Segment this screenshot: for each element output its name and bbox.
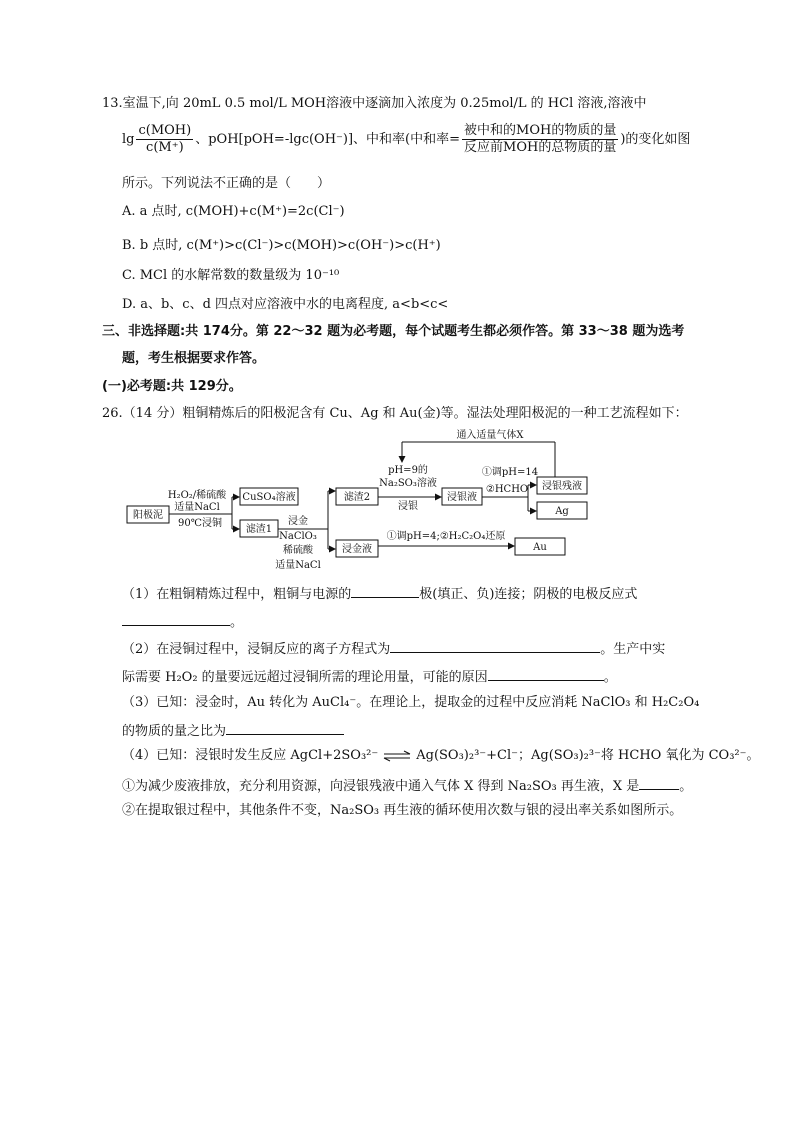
section3-heading-line2: 题，考生根据要求作答。 <box>122 351 266 366</box>
part1-text-c: 。 <box>230 615 244 630</box>
nacl-amount-label: 适量NaCl <box>275 560 321 571</box>
neutralization-denominator: 反应前MOH的总物质的量 <box>464 140 617 155</box>
part4-text-c: ①为减少废液排放，充分利用资源，向浸银残液中通入气体 X 得到 Na₂SO₃ 再生液，X 是 <box>122 779 640 794</box>
neutralization-numerator: 被中和的MOH的物质的量 <box>464 123 617 138</box>
q13-option-a: A. a 点时, c(MOH)+c(M⁺)=2c(Cl⁻) <box>122 204 345 219</box>
part1-text-b: 极(填正、负)连接；阴极的电极反应式 <box>419 587 638 602</box>
answer-blank-ratio[interactable] <box>226 720 344 735</box>
q26-part1-line2 <box>122 611 243 632</box>
part2-text-d: 。 <box>603 670 617 685</box>
ratio-numerator: c(MOH) <box>138 123 192 138</box>
hcho-label: ②HCHO <box>485 484 529 495</box>
answer-blank-reason[interactable] <box>488 666 604 681</box>
gold-liquor-label: 浸金液 <box>342 544 372 555</box>
dilute-h2so4-label: 稀硫酸 <box>283 545 313 556</box>
process-flow-diagram <box>0 425 794 585</box>
part3-text-b: 的物质的量之比为 <box>122 724 227 739</box>
anode-mud-label: 阳极泥 <box>133 510 163 521</box>
q13-stem-line2 <box>122 123 690 156</box>
section3-subheading: (一)必考题:共 129分。 <box>102 379 242 394</box>
answer-blank-electrode[interactable] <box>351 583 419 598</box>
answer-blank-ionic-equation[interactable] <box>390 638 600 653</box>
ratio-fraction <box>136 123 193 156</box>
ratio-denominator: c(M⁺) <box>146 140 184 155</box>
silver-leach-step-label: 浸银 <box>398 501 418 512</box>
q26-part3-line2 <box>122 720 344 741</box>
part1-text-a: （1）在粗铜精炼过程中，粗铜与电源的 <box>122 587 352 602</box>
adjust-ph14-label: ①调pH=14 <box>481 467 539 478</box>
copper-leach-step-label: 90℃浸铜 <box>178 518 222 529</box>
silver-liquor-label: 浸银液 <box>447 492 477 503</box>
q26-part2-line2 <box>122 666 617 687</box>
residue2-label: 滤渣2 <box>343 492 371 503</box>
section3-heading-line1: 三、非选择题:共 174分。第 22～32 题为必考题，每个试题考生都必须作答。第 33～38 题为选考 <box>102 324 685 339</box>
q13-stem-line1: 13.室温下,向 20mL 0.5 mol/L MOH溶液中逐滴加入浓度为 0.25mol/L 的 HCl 溶液,溶液中 <box>102 96 647 111</box>
gold-reduction-step-label: ①调pH=4;②H₂C₂O₄还原 <box>386 531 506 542</box>
equilibrium-arrow-icon <box>382 750 412 762</box>
lg-label: lg <box>122 131 135 147</box>
gas-x-label: 通入适量气体X <box>456 430 524 441</box>
stem-tail: )的变化如图 <box>620 131 691 147</box>
poh-definition: 、pOH[pOH=-lgc(OH⁻)]、中和率(中和率= <box>195 131 461 147</box>
q26-stem: 26.（14 分）粗铜精炼后的阳极泥含有 Cu、Ag 和 Au(金)等。湿法处理阳极泥的一种工艺流程如下： <box>102 406 688 421</box>
naclo3-label: NaClO₃ <box>279 531 317 542</box>
answer-blank-cathode-equation[interactable] <box>122 611 230 626</box>
na2so3-solution-label: Na₂SO₃溶液 <box>379 478 437 489</box>
q13-option-d: D. a、b、c、d 四点对应溶液中水的电离程度, a<b<c< <box>122 297 449 312</box>
q13-stem-line3: 所示。下列说法不正确的是（ ） <box>122 176 331 191</box>
reagent-nacl-label: 适量NaCl <box>174 502 220 513</box>
silver-residue-liquor-label: 浸银残液 <box>542 481 582 492</box>
q26-part2-line1 <box>122 638 665 659</box>
reagent-h2o2-label: H₂O₂/稀硫酸 <box>167 490 227 501</box>
neutralization-fraction <box>462 123 618 156</box>
q26-part4-line3: ②在提取银过程中，其他条件不变，Na₂SO₃ 再生液的循环使用次数与银的浸出率关系如图所示。 <box>122 803 683 818</box>
answer-blank-gas-x[interactable] <box>639 775 679 790</box>
part4-text-b: Ag(SO₃)₂³⁻+Cl⁻；Ag(SO₃)₂³⁻将 HCHO 氧化为 CO₃²⁻。 <box>416 748 760 763</box>
q26-part4-line1 <box>122 747 759 765</box>
q26-part1-line1 <box>122 583 637 604</box>
au-product-label: Au <box>533 542 547 553</box>
q26-part4-line2 <box>122 775 692 796</box>
q13-option-b: B. b 点时, c(M⁺)>c(Cl⁻)>c(MOH)>c(OH⁻)>c(H⁺) <box>122 238 441 253</box>
part2-text-c: 际需要 H₂O₂ 的量要远远超过浸铜所需的理论用量，可能的原因 <box>122 670 488 685</box>
ph9-label: pH=9的 <box>388 465 428 476</box>
residue1-label: 滤渣1 <box>245 524 273 535</box>
gold-leach-step-label: 浸金 <box>288 516 308 527</box>
q26-part3-line1: （3）已知：浸金时，Au 转化为 AuCl₄⁻。在理论上，提取金的过程中反应消耗 NaClO₃ 和 H₂C₂O₄ <box>122 695 700 710</box>
q13-option-c: C. MCl 的水解常数的数量级为 10⁻¹⁰ <box>122 268 340 283</box>
cuso4-solution-label: CuSO₄溶液 <box>242 492 296 503</box>
part4-text-c-end: 。 <box>679 779 693 794</box>
part2-text-b: 。生产中实 <box>600 642 666 657</box>
part2-text-a: （2）在浸铜过程中，浸铜反应的离子方程式为 <box>122 642 391 657</box>
ag-product-label: Ag <box>555 506 569 517</box>
part4-text-a: （4）已知：浸银时发生反应 AgCl+2SO₃²⁻ <box>122 748 379 763</box>
